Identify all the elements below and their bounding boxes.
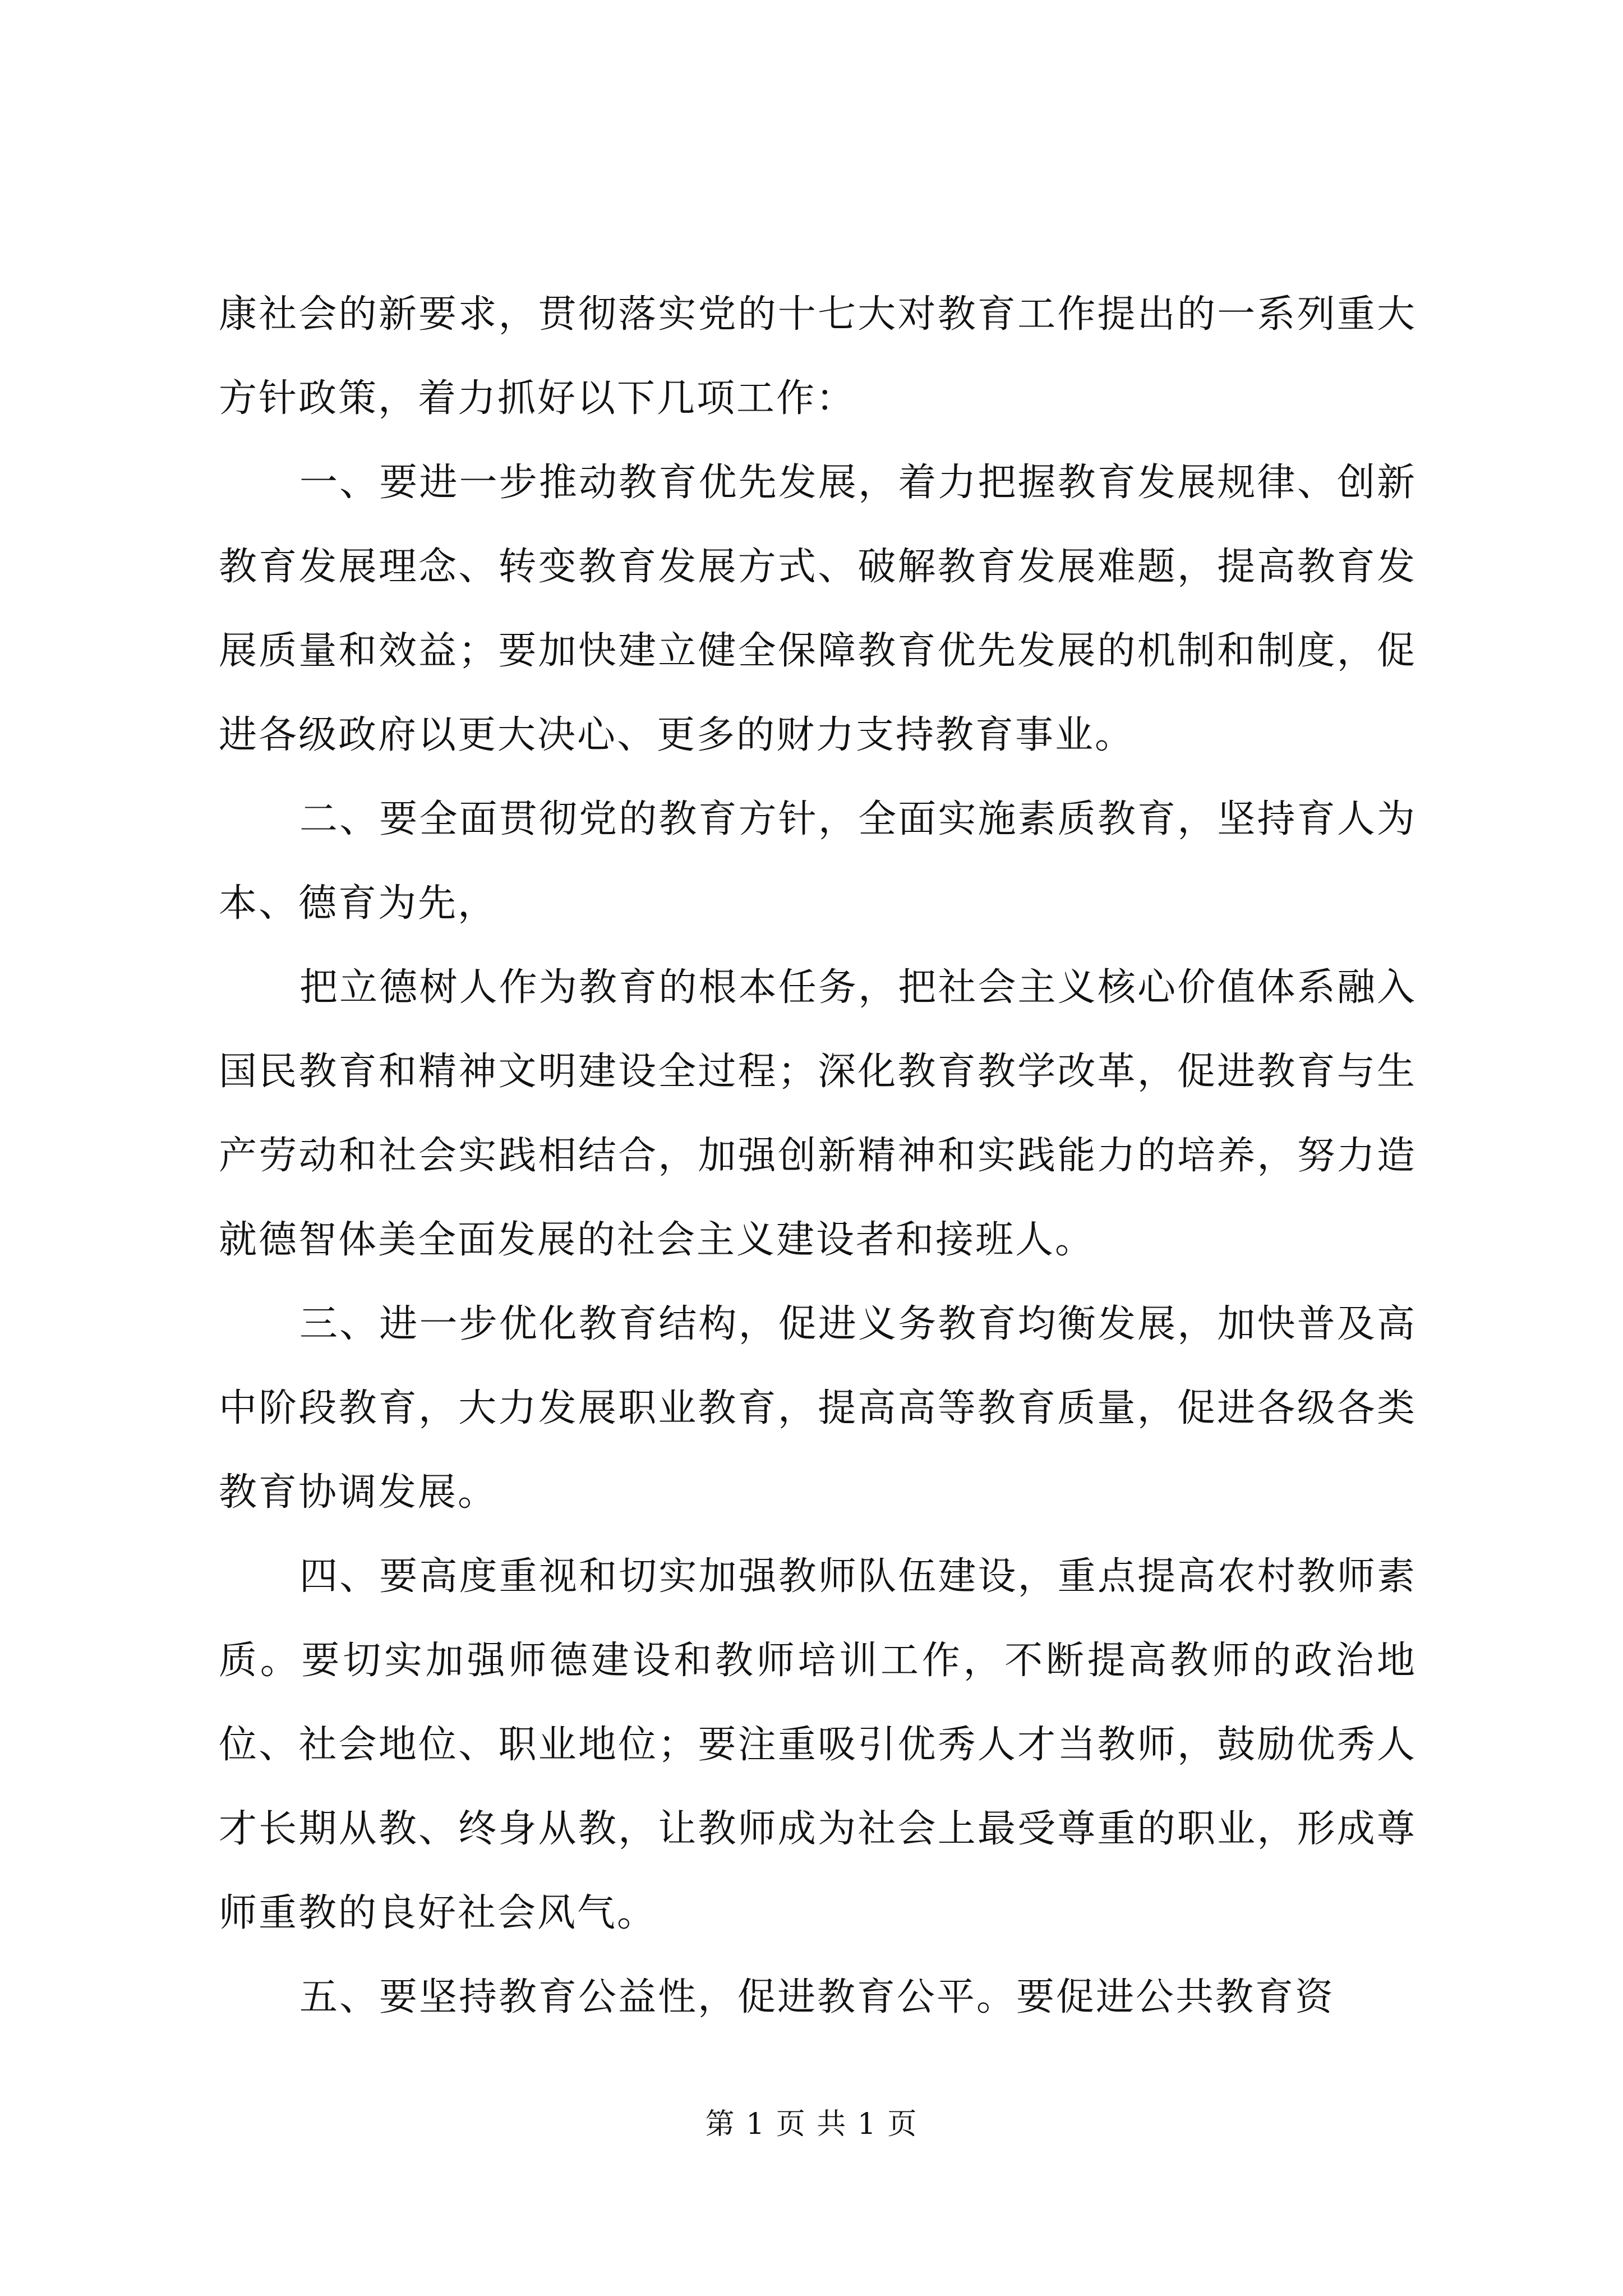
paragraph-item-1: 一、要进一步推动教育优先发展，着力把握教育发展规律、创新教育发展理念、转变教育发展方式、破解教育发展难题，提高教育发展质量和效益；要加快建立健全保障教育优先发展的机制和制度，促进各级政府以更大决心、更多的财力支持教育事业。 (219, 461, 1417, 757)
document-body (219, 273, 1417, 2040)
paragraph-item-3: 三、进一步优化教育结构，促进义务教育均衡发展，加快普及高中阶段教育，大力发展职业教育，提高高等教育质量，促进各级各类教育协调发展。 (219, 1302, 1417, 1515)
page-number-footer: 第 1 页 共 1 页 (705, 2108, 918, 2141)
paragraph-item-4: 四、要高度重视和切实加强教师队伍建设，重点提高农村教师素质。要切实加强师德建设和教师培训工作，不断提高教师的政治地位、社会地位、职业地位；要注重吸引优秀人才当教师，鼓励优秀人才长期从教、终身从教，让教师成为社会上最受尊重的职业，形成尊师重教的良好社会风气。 (219, 1554, 1417, 1935)
paragraph-item-5: 五、要坚持教育公益性，促进教育公平。要促进公共教育资 (299, 1975, 1335, 2019)
paragraph-intro: 康社会的新要求，贯彻落实党的十七大对教育工作提出的一系列重大方针政策，着力抓好以下几项工作： (219, 292, 1417, 421)
paragraph-item-2: 二、要全面贯彻党的教育方针，全面实施素质教育，坚持育人为本、德育为先， (219, 797, 1417, 926)
paragraph-item-2-continued: 把立德树人作为教育的根本任务，把社会主义核心价值体系融入国民教育和精神文明建设全过程；深化教育教学改革，促进教育与生产劳动和社会实践相结合，加强创新精神和实践能力的培养，努力造就德智体美全面发展的社会主义建设者和接班人。 (219, 965, 1417, 1262)
